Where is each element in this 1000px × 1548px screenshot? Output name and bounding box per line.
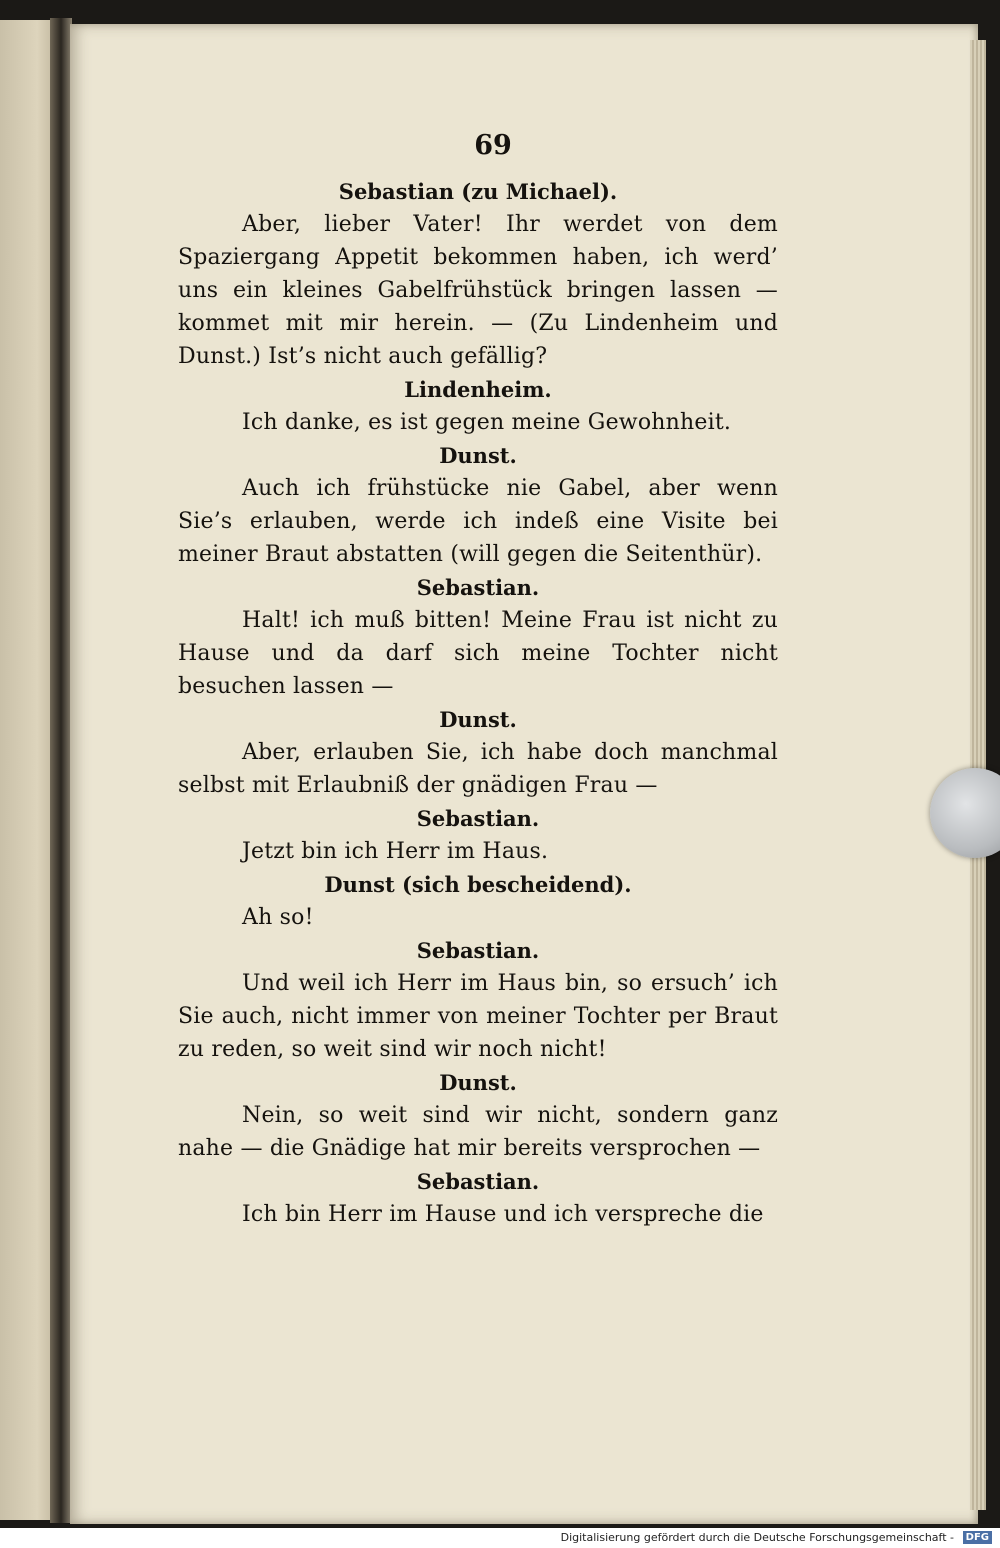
page-text [178, 130, 778, 1231]
speaker-name: Dunst. [439, 443, 517, 468]
speaker-name: Dunst (sich bescheidend). [324, 872, 632, 897]
speech-text: Aber, lieber Vater! Ihr werdet von dem Spaziergang Appetit bekommen haben, ich werd’ uns ein kleines Gabelfrühstück bringen lassen — kommet mit mir herein. — (Zu Lindenheim und Dunst.) Ist’s nicht auch gefällig? [178, 212, 778, 369]
speech-text: Ah so! [242, 905, 314, 930]
speech-text: Halt! ich muß bitten! Meine Frau ist nicht zu Hause und da darf sich meine Tochter nicht besuchen lassen — [178, 608, 778, 699]
page-number: 69 [474, 130, 512, 161]
speaker-name: Sebastian. [416, 938, 540, 963]
speech-text: Aber, erlauben Sie, ich habe doch manchmal selbst mit Erlaubniß der gnädigen Frau — [178, 740, 778, 798]
speaker-name: Lindenheim. [404, 377, 552, 402]
speaker-name: Dunst. [439, 1070, 517, 1095]
speaker-name: Sebastian (zu Michael). [338, 179, 618, 204]
speech-text: Ich bin Herr im Hause und ich verspreche die [242, 1202, 764, 1227]
book-gutter [50, 18, 72, 1523]
speech-text: Jetzt bin ich Herr im Haus. [242, 839, 549, 864]
speaker-name: Dunst. [439, 707, 517, 732]
speaker-name: Sebastian. [416, 575, 540, 600]
speech-text: Auch ich frühstücke nie Gabel, aber wenn Sie’s erlauben, werde ich indeß eine Visite bei meiner Braut abstatten (will gegen die Seitenthür). [178, 476, 778, 567]
footer-credit: Digitalisierung gefördert durch die Deutsche Forschungsgemeinschaft - [560, 1531, 954, 1544]
speech-text: Ich danke, es ist gegen meine Gewohnheit. [242, 410, 732, 435]
speech-text: Nein, so weit sind wir nicht, sondern ganz nahe — die Gnädige hat mir bereits versprochen — [178, 1103, 778, 1161]
speaker-name: Sebastian. [416, 1169, 540, 1194]
dialogue-blocks [178, 175, 778, 1231]
dfg-logo: DFG [963, 1531, 992, 1544]
speaker-name: Sebastian. [416, 806, 540, 831]
speech-text: Und weil ich Herr im Haus bin, so ersuch’ ich Sie auch, nicht immer von meiner Tochter per Braut zu reden, so weit sind wir noch nicht! [178, 971, 778, 1062]
